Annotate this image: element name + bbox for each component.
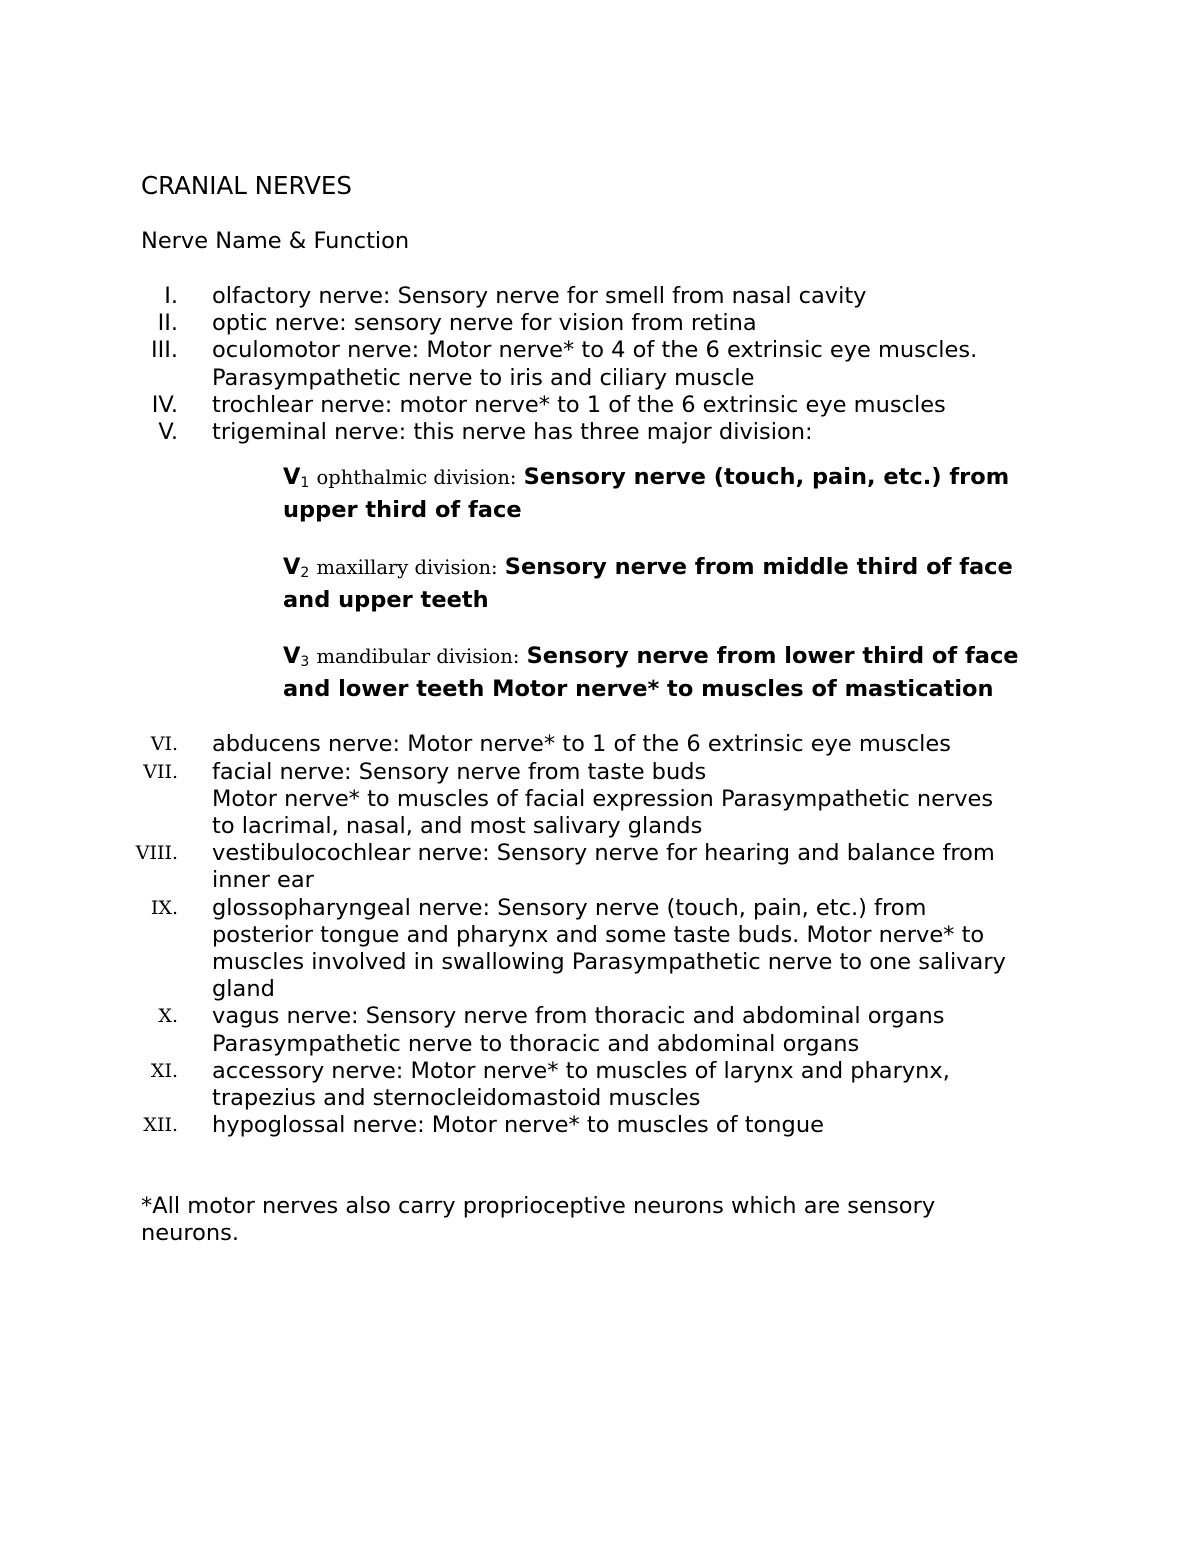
trigeminal-division-list — [283, 446, 1083, 731]
nerve-description-line: vagus nerve: Sensory nerve from thoracic and abdominal organs — [212, 1003, 945, 1030]
nerve-description-line: to lacrimal, nasal, and most salivary glands — [212, 813, 703, 840]
nerve-number: XI. — [150, 1059, 178, 1082]
cranial-nerve-list — [0, 283, 1200, 1139]
nerve-list-part-2 — [0, 731, 1200, 1139]
division-label — [283, 554, 309, 580]
division-description: Sensory nerve (touch, pain, etc.) from — [523, 464, 1010, 491]
division-description: Sensory nerve from middle third of face — [504, 553, 1013, 580]
nerve-description-line: oculomotor nerve: Motor nerve* to 4 of the 6 extrinsic eye muscles. — [212, 337, 978, 364]
nerve-description — [212, 1058, 1072, 1112]
nerve-number: IV. — [151, 391, 178, 418]
division-line — [283, 464, 1083, 497]
nerve-description-line: Parasympathetic nerve to iris and ciliary muscle — [212, 364, 755, 391]
nerve-number: VIII. — [135, 842, 178, 865]
nerve-number: XII. — [143, 1114, 178, 1137]
nerve-description-line: abducens nerve: Motor nerve* to 1 of the 6 extrinsic eye muscles — [212, 731, 951, 758]
nerve-item — [0, 840, 1200, 894]
nerve-description-line: vestibulocochlear nerve: Sensory nerve for hearing and balance from — [212, 840, 995, 867]
footnote-line: neurons. — [141, 1220, 240, 1247]
trigeminal-division — [283, 643, 1083, 703]
division-line — [283, 554, 1083, 587]
nerve-description — [212, 419, 1072, 446]
nerve-number: II. — [157, 310, 178, 337]
division-name: ophthalmic division: — [316, 466, 517, 490]
nerve-description — [212, 392, 1072, 419]
nerve-description-line: hypoglossal nerve: Motor nerve* to muscles of tongue — [212, 1112, 824, 1139]
nerve-item — [0, 283, 1200, 310]
nerve-item — [0, 759, 1200, 841]
nerve-item — [0, 310, 1200, 337]
nerve-number: VII. — [143, 760, 178, 783]
division-description-line: upper third of face — [283, 497, 522, 524]
nerve-item — [0, 1058, 1200, 1112]
nerve-description-line: trapezius and sternocleidomastoid muscles — [212, 1085, 701, 1112]
division-subscript: 3 — [300, 654, 310, 671]
division-subscript: 2 — [300, 564, 310, 581]
division-description-line: and lower teeth Motor nerve* to muscles of mastication — [283, 676, 994, 703]
footnote — [141, 1193, 1041, 1247]
nerve-item — [0, 1112, 1200, 1139]
nerve-item — [0, 392, 1200, 419]
division-description: Sensory nerve from lower third of face — [526, 643, 1019, 670]
nerve-description-line: Parasympathetic nerve to thoracic and abdominal organs — [212, 1030, 860, 1057]
table-subtitle: Nerve Name & Function — [141, 228, 410, 254]
nerve-description-line: trochlear nerve: motor nerve* to 1 of the 6 extrinsic eye muscles — [212, 391, 946, 418]
trigeminal-division — [283, 554, 1083, 614]
division-label — [283, 643, 309, 669]
page-title: CRANIAL NERVES — [141, 171, 352, 200]
nerve-description — [212, 895, 1072, 1004]
nerve-description — [212, 337, 1072, 391]
division-name: maxillary division: — [316, 555, 498, 579]
nerve-description-line: olfactory nerve: Sensory nerve for smell from nasal cavity — [212, 283, 867, 309]
division-letter: V — [283, 643, 301, 670]
nerve-description-line: inner ear — [212, 867, 314, 894]
division-label — [283, 464, 309, 490]
nerve-list-part-1 — [0, 283, 1200, 446]
nerve-description-line: gland — [212, 976, 275, 1003]
division-letter: V — [283, 553, 301, 580]
nerve-description-line: trigeminal nerve: this nerve has three major division: — [212, 419, 813, 446]
nerve-description-line: muscles involved in swallowing Parasympathetic nerve to one salivary — [212, 949, 1006, 976]
division-name: mandibular division: — [316, 645, 520, 669]
nerve-description — [212, 283, 1072, 310]
nerve-description-line: accessory nerve: Motor nerve* to muscles of larynx and pharynx, — [212, 1057, 950, 1084]
nerve-description — [212, 759, 1072, 841]
nerve-item — [0, 419, 1200, 446]
nerve-item — [0, 895, 1200, 1004]
nerve-item — [0, 731, 1200, 758]
nerve-item — [0, 1003, 1200, 1057]
nerve-number: V. — [158, 419, 178, 446]
nerve-description — [212, 1003, 1072, 1057]
nerve-number: IX. — [150, 896, 178, 919]
division-description-line: and upper teeth — [283, 586, 489, 613]
nerve-description — [212, 310, 1072, 337]
nerve-description-line: posterior tongue and pharynx and some taste buds. Motor nerve* to — [212, 921, 985, 948]
nerve-number: I. — [164, 283, 178, 309]
nerve-description-line: facial nerve: Sensory nerve from taste buds — [212, 758, 707, 785]
nerve-number: VI. — [150, 733, 178, 756]
division-letter: V — [283, 464, 301, 491]
nerve-description — [212, 731, 1072, 758]
nerve-description-line: optic nerve: sensory nerve for vision from retina — [212, 310, 757, 337]
nerve-description — [212, 1112, 1072, 1139]
trigeminal-division — [283, 464, 1083, 524]
nerve-description-line: glossopharyngeal nerve: Sensory nerve (touch, pain, etc.) from — [212, 894, 927, 921]
nerve-description — [212, 840, 1072, 894]
nerve-number: X. — [158, 1005, 178, 1028]
nerve-item — [0, 337, 1200, 391]
division-line — [283, 643, 1083, 676]
nerve-description-line: Motor nerve* to muscles of facial expression Parasympathetic nerves — [212, 785, 994, 812]
nerve-number: III. — [150, 337, 178, 364]
division-subscript: 1 — [300, 475, 310, 492]
footnote-line: *All motor nerves also carry proprioceptive neurons which are sensory — [141, 1193, 936, 1219]
